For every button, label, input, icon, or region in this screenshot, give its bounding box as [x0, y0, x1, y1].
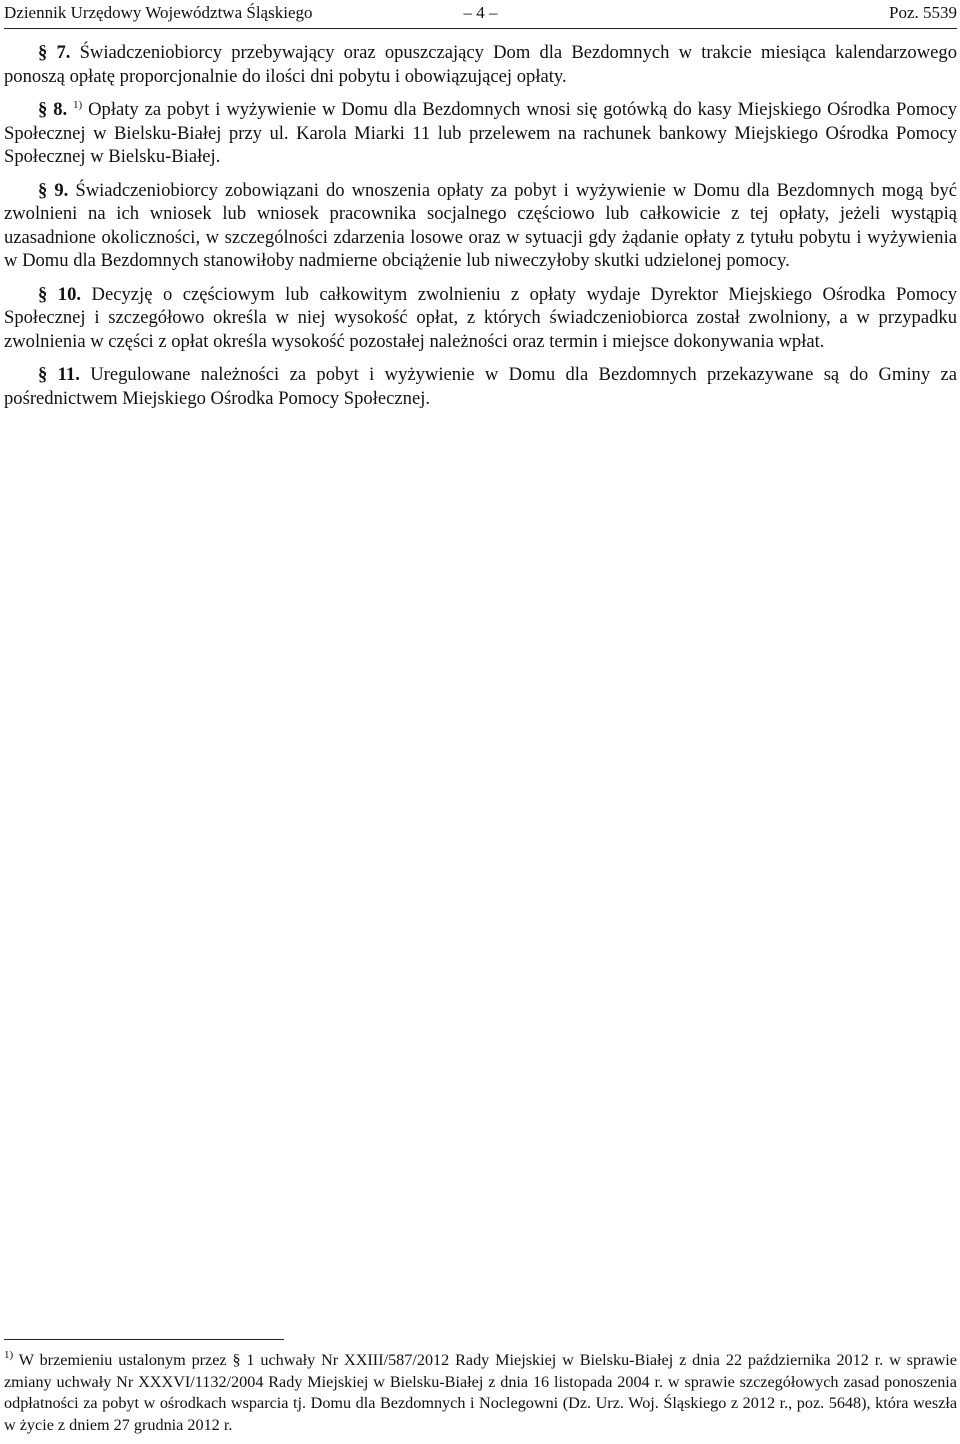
footnote-divider — [4, 1339, 284, 1340]
journal-title: Dziennik Urzędowy Województwa Śląskiego — [4, 3, 313, 22]
paragraph-8 — [4, 98, 957, 169]
paragraph-number: § 8. — [38, 99, 68, 120]
page-header — [4, 0, 957, 29]
paragraph-number: § 7. — [38, 42, 71, 63]
paragraph-text: Świadczeniobiorcy zobowiązani do wnoszenia opłaty za pobyt i wyżywienie w Domu dla Bezdomnych mogą być zwolnieni na ich wniosek lub wniosek pracownika socjalnego częściowo lub całkowicie z tej opłaty, jeżeli wystąpią uzasadnione okoliczności, w szczególności zdarzenia losowe oraz w sytuacji gdy żądanie opłaty z tytułu pobytu i wyżywienia w Domu dla Bezdomnych stanowiłoby nadmierne obciążenie lub niweczyłoby skutki udzielonej pomocy. — [4, 179, 957, 271]
footnote-marker: 1) — [4, 1349, 14, 1361]
paragraph-9 — [4, 179, 957, 273]
paragraph-number: § 9. — [38, 179, 69, 201]
paragraph-text: Uregulowane należności za pobyt i wyżywienie w Domu dla Bezdomnych przekazywane są do Gminy za pośrednictwem Miejskiego Ośrodka Pomocy Społecznej. — [4, 364, 957, 409]
footnote-text: W brzemieniu ustalonym przez § 1 uchwały Nr XXIII/587/2012 Rady Miejskiej w Bielsku-Białej z dnia 22 października 2012 r. w sprawie zmiany uchwały Nr XXXVI/1132/2004 Rady Miejskiej w Bielsku-Białej z dnia 16 listopada 2004 r. w sprawie szczegółowych zasad ponoszenia odpłatności za pobyt w ośrodkach wsparcia tj. Domu dla Bezdomnych i Noclegowni (Dz. Urz. Woj. Śląskiego z 2012 r., poz. 5648), która weszła w życie z dniem 27 grudnia 2012 r. — [4, 1351, 957, 1434]
document-body — [4, 41, 957, 410]
position-number: Poz. 5539 — [889, 3, 957, 22]
paragraph-11 — [4, 363, 957, 410]
footnote — [4, 1350, 957, 1436]
paragraph-text: Świadczeniobiorcy przebywający oraz opuszczający Dom dla Bezdomnych w trakcie miesiąca kalendarzowego ponoszą opłatę proporcjonalnie do ilości dni pobytu i obowiązującej opłaty. — [4, 42, 958, 87]
paragraph-number: § 10. — [38, 283, 82, 305]
paragraph-number: § 11. — [38, 364, 80, 385]
paragraph-text: Opłaty za pobyt i wyżywienie w Domu dla Bezdomnych wnosi się gotówką do kasy Miejskiego Ośrodka Pomocy Społecznej w Bielsku-Białej przy ul. Karola Miarki 11 lub przelewem na rachunek bankowy Miejskiego Ośrodka Pomocy Społecznej w Bielsku-Białej. — [4, 99, 958, 167]
paragraph-text: Decyzję o częściowym lub całkowitym zwolnieniu z opłaty wydaje Dyrektor Miejskiego Ośrodka Pomocy Społecznej i szczegółowo określa w niej wysokość opłat, z których świadczeniobiorca został zwolniony, a w przypadku zwolnienia w części z opłat określa wysokość pozostałej należności oraz termin i miejsce dokonywania wpłat. — [4, 283, 958, 352]
footnote-reference[interactable]: 1) — [73, 99, 83, 111]
paragraph-7 — [4, 41, 957, 88]
page-number: – 4 – — [463, 3, 498, 22]
paragraph-10 — [4, 283, 957, 354]
